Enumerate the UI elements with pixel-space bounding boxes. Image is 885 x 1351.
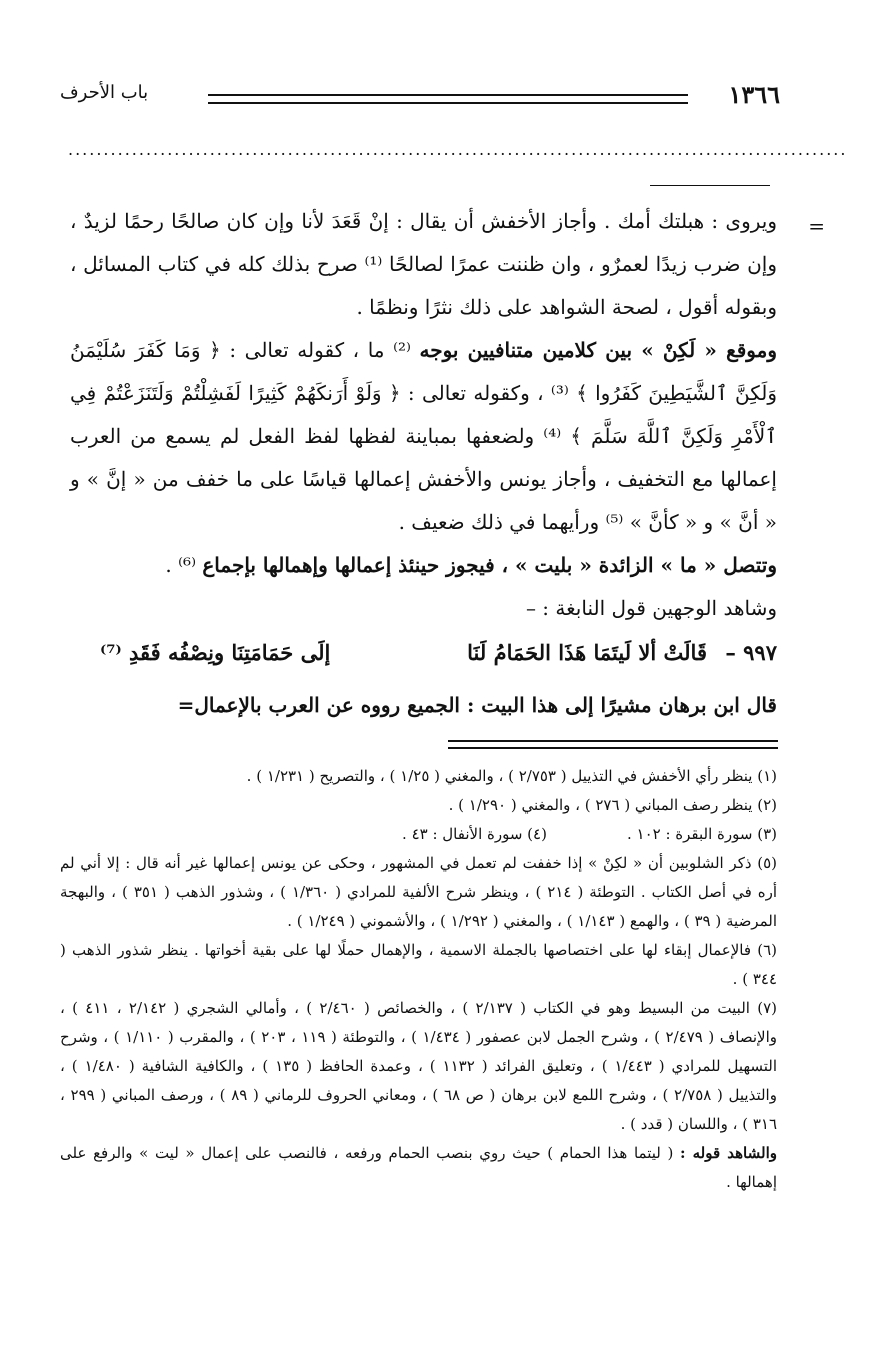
footnote-2: (٢) ينظر رصف المباني ( ٢٧٦ ) ، والمغني ( ١/٢٩٠ ) . <box>448 796 777 814</box>
page-number: ١٣٦٦ <box>728 80 780 109</box>
footnote-6: (٦) فالإعمال إبقاء لها على اختصاصها بالجملة الاسمية ، والإهمال حملًا لها على بقية أخواتها . ينظر شذور الذهب ( ٣٤٤ ) . <box>60 941 777 988</box>
footnote-row-3-4 <box>60 820 777 849</box>
footnote-rule <box>448 740 778 749</box>
ma-heading: وتتصل « ما » الزائدة « بليت » ، فيجوز حينئذ إعمالها وإهمالها بإجماع <box>202 553 777 577</box>
verse-hemistich-2: إلَى حَمَامَتِنَا ونِصْفُه فَقَدِ ⁽⁷⁾ <box>100 640 331 665</box>
chapter-title: باب الأحرف <box>60 82 149 103</box>
paragraph-1: ويروى : هبلتك أمك . وأجاز الأخفش أن يقال : إنْ قَعَدَ لأنا وإن كان صالحًا رحمًا لزيدٌ ، وإن ضرب زيدًا لعمرٌو ، وان ظننت عمرًا لصالحًا ⁽¹⁾ صرح بذلك كله في كتاب المسائل ، وبقوله أقول ، لصحة الشواهد على ذلك نثرًا ونظمًا . <box>70 209 777 319</box>
poetry-verse <box>100 634 777 678</box>
paragraph-3 <box>70 544 777 587</box>
header-rule <box>208 94 688 104</box>
paragraph-4: وشاهد الوجهين قول النابغة : – <box>525 596 777 620</box>
verse-number: ٩٩٧ – <box>725 640 777 665</box>
footnote-1: (١) ينظر رأي الأخفش في التذييل ( ٢/٧٥٣ ) ، والمغني ( ١/٢٥ ) ، والتصريح ( ١/٢٣١ ) . <box>246 767 777 785</box>
paragraph-3-text: ⁽⁶⁾ . <box>165 553 203 577</box>
paragraph-2-text: ⁽²⁾ ما ، كقوله تعالى : ﴿ وَمَا كَفَرَ سُلَيْمَنُ وَلَكِنَّ ٱلشَّيَطِينَ كَفَرُوا ﴾ ⁽³⁾ ، وكقوله تعالى : ﴿ وَلَوْ أَرَنكَهُمْ كَثِيرًا لَفَشِلْتُمْ وَلَتَنَزَعْتُمْ فِي ٱلْأَمْرِ وَلَكِنَّ ٱللَّهَ سَلَّمَ ﴾ ⁽⁴⁾ ولضعفها بمباينة لفظها لفظ الفعل لم يسمع من العرب إعمالها مع التخفيف ، وأجاز يونس والأخفش إعمالها قياسًا على ما خفف من « إنَّ » و « أنَّ » و « كأنَّ » ⁽⁵⁾ ورأيهما في ذلك ضعيف . <box>70 338 777 534</box>
main-text <box>70 200 777 630</box>
continuation-mark: = <box>808 214 825 238</box>
shahid-label: والشاهد قوله : <box>680 1144 777 1162</box>
lakin-heading: وموقع « لَكِنْ » بين كلامين متنافيين بوجه <box>419 338 778 362</box>
separator-dots: .............................................................................................................. <box>68 140 848 159</box>
footnote-3: (٣) سورة البقرة : ١٠٢ . <box>626 825 777 843</box>
separator-rule <box>650 185 770 186</box>
footnote-shahid <box>60 1139 777 1197</box>
footnote-5: (٥) ذكر الشلوبين أن « لكِنْ » إذا خففت لم تعمل في المشهور ، وحكى عن يونس إعمالها غير أنه قال : إلا أني لم أره في أصل الكتاب . التوطئة ( ٢١٤ ) ، وينظر شرح الألفية للمرادي ( ١/٣٦٠ ) ، وشذور الذهب ( ٣٥١ ) ، والبهجة المرضية ( ٣٩ ) ، والهمع ( ١/١٤٣ ) ، والمغني ( ١/٢٩٢ ) ، والأشموني ( ١/٢٤٩ ) . <box>60 854 778 930</box>
footnotes <box>60 762 777 1197</box>
after-verse-text: قال ابن برهان مشيرًا إلى هذا البيت : الجميع رووه عن العرب بالإعمال= <box>177 693 777 717</box>
page-header <box>60 80 780 120</box>
footnote-7: (٧) البيت من البسيط وهو في الكتاب ( ٢/١٣٧ ) ، والخصائص ( ٢/٤٦٠ ) ، وأمالي الشجري ( ٢/١٤٢ ، ٤١١ ) ، والإنصاف ( ٢/٤٧٩ ) ، وشرح الجمل لابن عصفور ( ١/٤٣٤ ) ، والتوطئة ( ١١٩ ، ٢٠٣ ) ، والمقرب ( ١/١١٠ ) ، وشرح التسهيل للمرادي ( ١/٤٤٣ ) ، وتعليق الفرائد ( ١١٣٢ ) ، وعمدة الحافظ ( ١٣٥ ) ، والكافية الشافية ( ١/٤٨٠ ) ، والتذييل ( ٢/٧٥٨ ) ، وشرح اللمع لابن برهان ( ص ٦٨ ) ، ومعاني الحروف للرماني ( ٨٩ ) ، ورصف المباني ( ٢٩٩ ، ٣١٦ ) ، واللسان ( قدد ) . <box>60 999 778 1133</box>
footnote-4: (٤) سورة الأنفال : ٤٣ . <box>402 825 547 843</box>
paragraph-2 <box>70 329 777 544</box>
verse-hemistich-1: قَالَتْ ألا لَيتَمَا هَذَا الحَمَامُ لَنَا <box>467 640 707 665</box>
shahid-text: ( ليتما هذا الحمام ) حيث روي بنصب الحمام ورفعه ، فالنصب على إعمال « ليت » والرفع على إهمالها . <box>60 1144 777 1191</box>
